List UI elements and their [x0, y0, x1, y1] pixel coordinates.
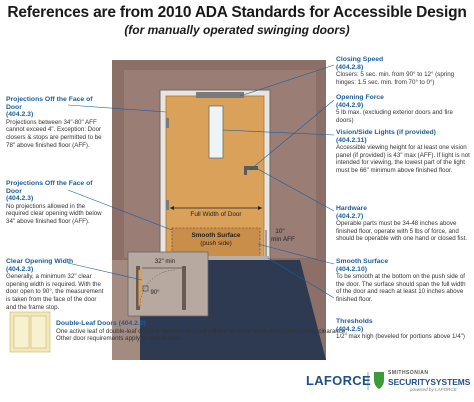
right-note-smooth-surface: Smooth Surface (404.2.10) To be smooth at the bottom on the push side of the door. The surface should span the full width of the door and reach at least 10 inches above finished floor.: [336, 258, 466, 303]
right-note-thresholds: Thresholds (404.2.5) 1/2" max high (beveled for portions above 1/4"): [336, 318, 465, 341]
plan-angle-label: 90°: [150, 290, 160, 296]
smooth-surface-label: Smooth Surface: [191, 232, 241, 239]
push-side-label: (push side): [200, 240, 232, 247]
ten-min-label: 10": [275, 228, 285, 235]
vision-panel: [209, 106, 223, 158]
full-width-label: Full Width of Door: [190, 211, 242, 218]
powered-by-logo: powered by LAFORCE: [410, 387, 457, 392]
right-note-closing-speed: Closing Speed (404.2.8) Closers: 5 sec. min. from 90° to 12° (spring hinges: 1.5 sec. min. from 70° to 0°): [336, 56, 455, 86]
left-note-clear-width: Clear Opening Width (404.2.3) Generally, a minimum 32" clear opening width is required. With the door open to 90°, the measurement is taken from the face of the door and the frame stop.: [6, 258, 104, 311]
right-note-hardware: Hardware (404.2.7) Operable parts must be 34-48 inches above finished floor, operate with 5 lbs of force, and should be operable with one hand or closed fist.: [336, 205, 468, 243]
plan-width-label: 32" min: [154, 259, 176, 265]
double-leaf-note: Double-Leaf Doors (404.2.2) One active leaf of double-leaf doors is required to meet criteria for clear width and maneuvering clearance. Other door requirements apply to both leaves.: [56, 320, 347, 343]
door-closer: [196, 92, 244, 98]
security-systems-logo: SECURITYSYSTEMS: [388, 377, 471, 387]
left-note-projections-2: Projections Off the Face of Door (404.2.3) No projections allowed in the required clear opening width below 34" above finished floor (AFF).: [6, 180, 102, 225]
smithsonian-logo-top: SMITHSONIAN: [388, 370, 429, 376]
right-note-vision-lights: Vision/Side Lights (if provided) (404.2.11) Accessible viewing height for at least one vision panel (if provided) is 43" max (AFF). If light is not intended for viewing, the lowest part of the light must be 66" minimum above finished floor.: [336, 129, 470, 174]
page-subtitle: (for manually operated swinging doors): [124, 23, 350, 37]
left-note-projections-1: Projections Off the Face of Door (404.2.3) Projections between 34"-80" AFF cannot exceed 4". Exception: Door closers & stops are permitted to be 78" above finished floor (AFF).: [6, 96, 102, 149]
page-title: References are from 2010 ADA Standards for Accessible Design: [7, 4, 467, 21]
shield-icon: [374, 372, 384, 389]
laforce-logo: LAFORCE: [306, 373, 371, 388]
ten-min-unit-label: min AFF: [271, 236, 295, 243]
right-note-opening-force: Opening Force (404.2.9) 5 lb max. (excluding exterior doors and fire doors): [336, 94, 453, 124]
